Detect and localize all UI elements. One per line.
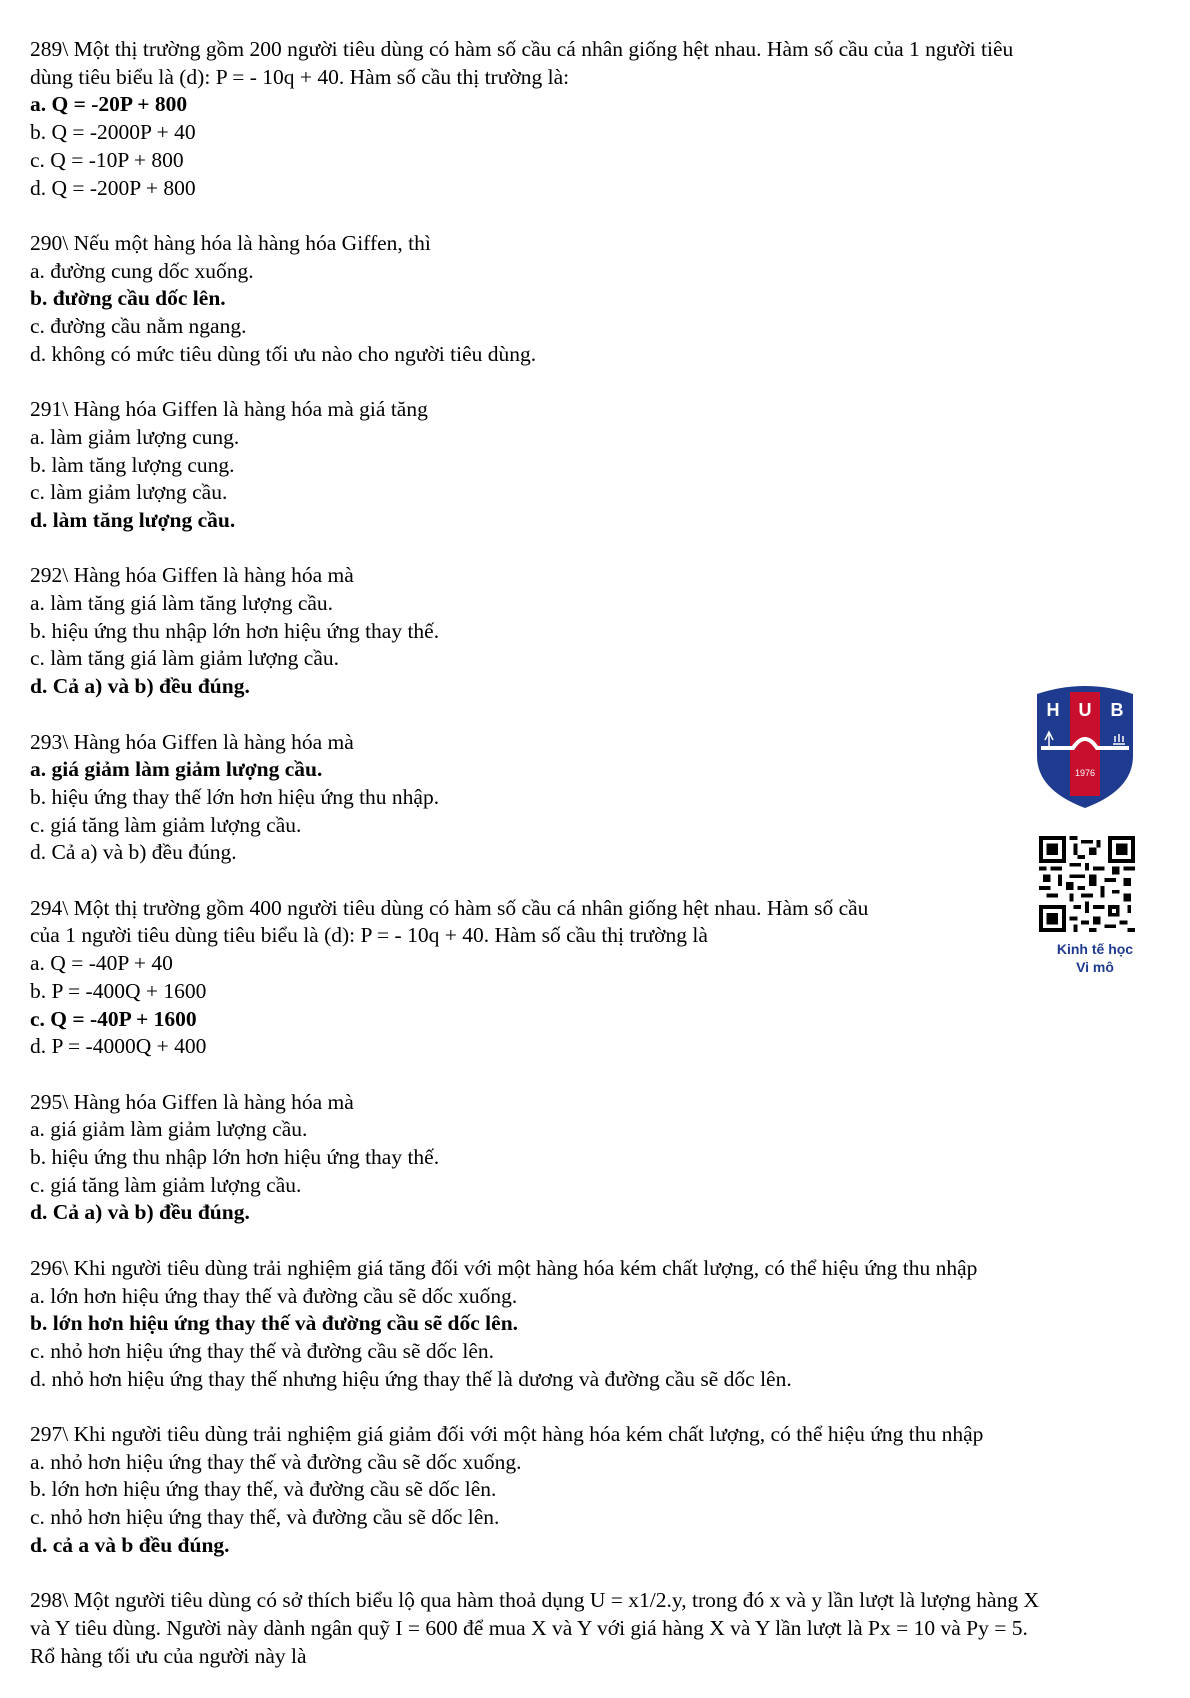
answer-option: c. đường cầu nằm ngang. [30, 314, 247, 339]
logo-year: 1976 [1074, 768, 1096, 778]
question-289 [30, 36, 1165, 202]
question-stem: của 1 người tiêu dùng tiêu biểu là (d): P = - 10q + 40. Hàm số cầu thị trường là [30, 923, 708, 948]
answer-option: a. Q = -40P + 40 [30, 951, 173, 976]
answer-option: d. Q = -200P + 800 [30, 175, 196, 200]
question-292 [30, 562, 1165, 701]
answer-option: d. Cả a) và b) đều đúng. [30, 840, 237, 865]
answer-option: c. làm giảm lượng cầu. [30, 480, 228, 505]
question-291 [30, 396, 1165, 535]
qr-code-icon [1039, 836, 1135, 932]
question-stem: 294\ Một thị trường gồm 400 người tiêu dùng có hàm số cầu cá nhân giống hệt nhau. Hàm số cầu [30, 895, 869, 920]
answer-option: d. không có mức tiêu dùng tối ưu nào cho người tiêu dùng. [30, 341, 537, 366]
answer-option-correct: d. Cả a) và b) đều đúng. [30, 1200, 250, 1225]
document-page [30, 36, 1165, 1698]
question-stem: 292\ Hàng hóa Giffen là hàng hóa mà [30, 563, 354, 588]
answer-option-correct: a. Q = -20P + 800 [30, 92, 188, 117]
question-294 [30, 895, 1165, 1061]
hub-shield-logo-icon [1035, 682, 1135, 812]
answer-option: d. nhỏ hơn hiệu ứng thay thế nhưng hiệu ứng thay thế là dương và đường cầu sẽ dốc lên. [30, 1366, 792, 1391]
question-stem: dùng tiêu biểu là (d): P = - 10q + 40. Hàm số cầu thị trường là: [30, 64, 570, 89]
answer-option: a. nhỏ hơn hiệu ứng thay thế và đường cầu sẽ dốc xuống. [30, 1449, 522, 1474]
question-297 [30, 1421, 1165, 1560]
answer-option: b. hiệu ứng thay thế lớn hơn hiệu ứng thu nhập. [30, 784, 440, 809]
answer-option: b. hiệu ứng thu nhập lớn hơn hiệu ứng thay thế. [30, 618, 440, 643]
question-stem: 289\ Một thị trường gồm 200 người tiêu dùng có hàm số cầu cá nhân giống hệt nhau. Hàm số cầu của 1 người tiêu [30, 37, 1014, 61]
answer-option: c. nhỏ hơn hiệu ứng thay thế và đường cầu sẽ dốc lên. [30, 1338, 494, 1363]
logo-letter: U [1078, 700, 1092, 720]
answer-option: c. nhỏ hơn hiệu ứng thay thế, và đường cầu sẽ dốc lên. [30, 1505, 500, 1530]
question-stem: 295\ Hàng hóa Giffen là hàng hóa mà [30, 1089, 354, 1114]
answer-option: a. lớn hơn hiệu ứng thay thế và đường cầu sẽ dốc xuống. [30, 1283, 518, 1308]
logo-letter: H [1046, 700, 1060, 720]
logo-letter: B [1110, 700, 1124, 720]
question-stem: Rổ hàng tối ưu của người này là [30, 1643, 307, 1668]
answer-option: c. giá tăng làm giảm lượng cầu. [30, 1172, 302, 1197]
answer-option: d. P = -4000Q + 400 [30, 1034, 207, 1059]
answer-option-correct: b. lớn hơn hiệu ứng thay thế và đường cầu sẽ dốc lên. [30, 1311, 519, 1336]
answer-option: a. đường cung dốc xuống. [30, 258, 254, 283]
question-stem: 290\ Nếu một hàng hóa là hàng hóa Giffen, thì [30, 230, 431, 255]
question-stem: 297\ Khi người tiêu dùng trải nghiệm giá giảm đối với một hàng hóa kém chất lượng, có thể hiệu ứng thu nhập [30, 1422, 984, 1447]
answer-option-correct: c. Q = -40P + 1600 [30, 1006, 197, 1031]
answer-option: a. giá giảm làm giảm lượng cầu. [30, 1117, 308, 1142]
answer-option-correct: b. đường cầu dốc lên. [30, 286, 226, 311]
question-296 [30, 1255, 1165, 1394]
answer-option-correct: d. làm tăng lượng cầu. [30, 507, 236, 532]
question-295 [30, 1089, 1165, 1228]
answer-option-correct: a. giá giảm làm giảm lượng cầu. [30, 757, 323, 782]
answer-option: c. làm tăng giá làm giảm lượng cầu. [30, 646, 339, 671]
answer-option: c. Q = -10P + 800 [30, 147, 184, 172]
subject-label-sub: Vi mô [1076, 959, 1114, 975]
subject-label: Kinh tế học [1056, 941, 1134, 957]
answer-option: b. P = -400Q + 1600 [30, 978, 207, 1003]
answer-option: b. lớn hơn hiệu ứng thay thế, và đường cầu sẽ dốc lên. [30, 1477, 497, 1502]
question-stem: 298\ Một người tiêu dùng có sở thích biểu lộ qua hàm thoả dụng U = x1/2.y, trong đó x và y lần lượt là lượng hàng X [30, 1588, 1039, 1613]
question-298 [30, 1587, 1165, 1670]
answer-option: a. làm tăng giá làm tăng lượng cầu. [30, 591, 334, 616]
question-stem: 293\ Hàng hóa Giffen là hàng hóa mà [30, 729, 354, 754]
question-stem: và Y tiêu dùng. Người này dành ngân quỹ I = 600 để mua X và Y với giá hàng X và Y lần lượt là Px = 10 và Py = 5. [30, 1615, 1028, 1640]
answer-option: b. hiệu ứng thu nhập lớn hơn hiệu ứng thay thế. [30, 1145, 440, 1170]
answer-option-correct: d. cả a và b đều đúng. [30, 1532, 230, 1557]
answer-option: b. làm tăng lượng cung. [30, 452, 235, 477]
question-stem: 291\ Hàng hóa Giffen là hàng hóa mà giá tăng [30, 397, 428, 422]
question-293 [30, 729, 1165, 868]
answer-option: b. Q = -2000P + 40 [30, 120, 196, 145]
answer-option: c. giá tăng làm giảm lượng cầu. [30, 812, 302, 837]
answer-option-correct: d. Cả a) và b) đều đúng. [30, 674, 250, 699]
answer-option: a. làm giảm lượng cung. [30, 424, 240, 449]
question-290 [30, 230, 1165, 369]
question-stem: 296\ Khi người tiêu dùng trải nghiệm giá tăng đối với một hàng hóa kém chất lượng, có thể hiệu ứng thu nhập [30, 1255, 978, 1280]
